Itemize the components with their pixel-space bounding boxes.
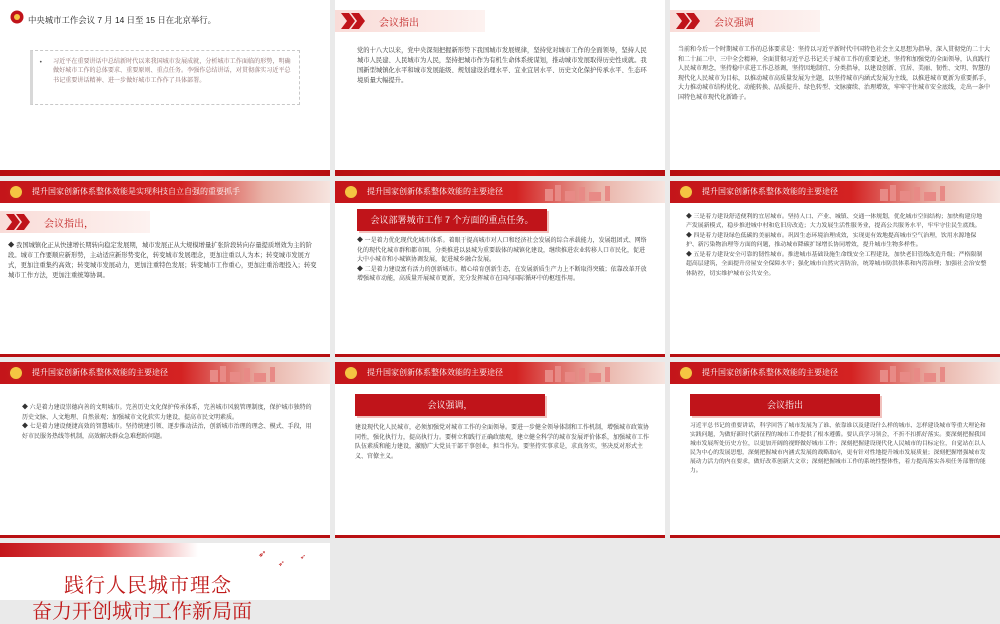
emblem-icon — [678, 184, 694, 200]
skyline-decoration — [200, 364, 320, 382]
slide-1[interactable] — [0, 0, 330, 176]
banner-title: 提升国家创新体系整体效能的主要途径 — [367, 187, 503, 196]
banner-title: 提升国家创新体系整体效能的主要途径 — [702, 187, 838, 196]
slide-7[interactable] — [0, 362, 330, 538]
key-message-box: 会议强调， — [355, 394, 545, 416]
chevron-right-icon — [341, 13, 367, 29]
slide-heading: 中央城市工作会议 7 月 14 日至 15 日在北京举行。 — [28, 15, 216, 25]
bottom-bar — [335, 170, 665, 176]
emblem-icon — [343, 184, 359, 200]
header-banner — [335, 362, 665, 384]
bird-icon: ➶ — [300, 553, 306, 561]
slide-4[interactable] — [0, 181, 330, 357]
section-tag-label: 会议指出， — [44, 219, 94, 230]
skyline-decoration — [535, 183, 655, 201]
cover-top-band — [0, 543, 330, 557]
slide-body-text: 当前和今后一个时期城市工作的总体要求是：坚持以习近平新时代中国特色社会主义思想为指导，深入贯彻党的二十大和二十届二中、三中全会精神，全面贯彻习近平总书记关于城市工作的重要论述，坚持和加强党的全面领导，认真践行人民城市理念，坚持稳中求进工作总基调，坚持因地制宜、分类指导，以建设创新、宜居、美丽、韧性、文明、智慧的现代化人民城市为目标，以推动城市高质量发展为主题，以坚持城市内涵式发展为主线，以推进城市更新为重要抓手，大力推动城市结构优化、动能转换、品质提升、绿色转型、文脉赓续、治理增效，牢牢守住城市安全底线，走出一条中国特色城市现代化新路子。 — [678, 47, 991, 101]
bottom-bar — [0, 354, 330, 357]
cover-subtitle: 奋力开创城市工作新局面 — [32, 601, 252, 623]
banner-title: 提升国家创新体系整体效能的主要途径 — [702, 368, 838, 377]
emblem-icon — [8, 365, 24, 381]
section-tag — [335, 10, 485, 32]
slide-body-text: ◆ 三是着力建设舒适便利的宜居城市。坚持人口、产业、城镇、交通一体规划，优化城市空间结构；加快构建房地产发展新模式，稳步推进城中村和危旧房改造；大力发展生活性服务业，提高公共服务水平，牢牢守住民生底线。 ◆ 四是着力建设绿色低碳的美丽城市。巩固生态环境治理成效，实现更有效地提高城市空气治理，饮用水源地保护、新污染物治理等方面的问题，推动城市降碳扩绿增长协同增效，提升城市生物多样性。 ◆ 五是着力建设安全可靠的韧性城市。推进城市基础设施生命线安全工程建设，加快老旧管线改造升级；严格限制超高层建筑，全面提升房屋安全保障水平；强化城市自然灾害防治，统筹城市防洪体系和内涝治理；加强社会治安整体防控，切实维护城市公共安全。 — [686, 214, 987, 277]
slide-6[interactable] — [670, 181, 1000, 357]
section-tag — [0, 211, 150, 233]
bottom-bar — [335, 354, 665, 357]
slide-body-text: ◆ 我国城镇化正从快速增长期转向稳定发展期，城市发展正从大规模增量扩张阶段转向存量提质增效为主的阶段。城市工作要顺应新形势，主动适应新形势变化，转变城市发展理念，更加注重以人为本；转变城市发展方式，更加注重集约高效；转变城市发展动力，更加注重特色发展；转变城市工作重心，更加注重治理投入；转变城市工作方法，更加注重统筹协调。 — [8, 242, 317, 280]
slide-2[interactable] — [335, 0, 665, 176]
slide-8[interactable] — [335, 362, 665, 538]
bottom-bar — [670, 535, 1000, 538]
banner-title: 提升国家创新体系整体效能的主要途径 — [367, 368, 503, 377]
emblem-icon — [343, 365, 359, 381]
slide-body-text: 党的十八大以来，党中央深刻把握新形势下我国城市发展规律，坚持党对城市工作的全面领导，坚持人民城市人民建、人民城市为人民，坚持把城市作为有机生命体系统谋划，推动城市发展取得历史性成就。我国新型城镇化水平和城市发展能级、规划建设治理水平、宜业宜居水平、历史文化保护传承水平、生态环境质量大幅提升。 — [357, 47, 647, 85]
header-banner — [0, 181, 330, 203]
section-tag-label: 会议指出 — [379, 18, 419, 29]
skyline-decoration — [535, 364, 655, 382]
party-emblem-icon — [10, 10, 24, 24]
section-tag-label: 会议强调 — [714, 18, 754, 29]
bird-icon: ➶ — [278, 559, 285, 568]
bullet-marker: • — [39, 59, 43, 66]
slide-9[interactable] — [670, 362, 1000, 538]
bottom-bar — [670, 170, 1000, 176]
quote-box — [30, 50, 300, 105]
slide-5[interactable] — [335, 181, 665, 357]
cover-title: 践行人民城市理念 — [64, 575, 232, 597]
slide-10-cover[interactable] — [0, 543, 330, 623]
bottom-bar — [670, 354, 1000, 357]
bottom-bar — [335, 535, 665, 538]
bottom-bar — [0, 170, 330, 176]
slide-body-text: ◆ 六是着力建设崇德向善的文明城市。完善历史文化保护传承体系，完善城市风貌管理制度，保护城市独特的历史文脉、人文地理、自然景观；加强城市文化软实力建设，提高市民文明素质。 ◆ 七是着力建设便捷高效的智慧城市。坚持统建引领、逐步推动法治，创新城市治理的理念、模式、手段，用好市民服务热线等机制，高效解决群众急难愁盼问题。 — [22, 405, 312, 440]
key-message-box: 会议指出 — [690, 394, 880, 416]
slide-3[interactable] — [670, 0, 1000, 176]
skyline-decoration — [870, 183, 990, 201]
quote-text: 习近平在重要讲话中总结新时代以来我国城市发展成就，分析城市工作面临的形势，明确做好城市工作的总体要求、重要原则、重点任务。李强作总结讲话，对贯彻落实习近平总书记重要讲话精神、进一步做好城市工作作了具体部署。 — [53, 58, 291, 84]
header-banner — [670, 362, 1000, 384]
chevron-right-icon — [6, 214, 32, 230]
header-banner — [335, 181, 665, 203]
skyline-decoration — [870, 364, 990, 382]
section-tag — [670, 10, 820, 32]
key-message-box: 会议部署城市工作 7 个方面的重点任务。 — [357, 209, 547, 231]
slide-body-text: 习近平总书记的重要讲话，科学回答了城市发展为了谁、依靠谁以及建设什么样的城市、怎样建设城市等重大理论和实践问题，为做好新时代新征程的城市工作提供了根本遵循。要认真学习领会，不折不扣抓好落实。要深刻把握我国城市发展所处历史方位，以更加开阔的视野做好城市工作；深刻把握建设现代化人民城市的目标定位，自觉站在以人民为中心的发展思想，深刻把握城市内涵式发展的战略取向，更有针对性地提升城市发展质量；深刻把握增强城市发展动力活力的内在要求，做好改革创新大文章；深刻把握城市工作的系统性整体性，着力提高落实各项任务部署的能力。 — [690, 423, 986, 474]
slide-body-text: 建设现代化人民城市，必须加强党对城市工作的全面领导。要进一步健全领导体制和工作机制，增强城市政策协同性，强化执行力，提高执行力。要树立和践行正确政绩观，建立健全科学的城市发展评价体系，加强城市工作队伍素质和能力建设，激励广大党员干部干事创业，担当作为。要坚持实事求是，求真务实，坚决反对形式主义、官僚主义。 — [355, 425, 650, 460]
emblem-icon — [8, 184, 24, 200]
emblem-icon — [678, 365, 694, 381]
slide-body-text: ◆ 一是着力优化现代化城市体系。着眼于提高城市对人口和经济社会发展的综合承载能力，发展组团式、网络化的现代化城市群和都市圈，分类推进以县城为重要载体的城镇化建设，继续推进农业转移人口市民化，促进大中小城市和小城镇协调发展，促进城乡融合发展。 ◆ 二是着力建设富有活力的创新城市。精心培育创新生态，在发展新质生产力上不断取得突破；依靠改革开放增强城市动能，高质量开展城市更新，充分发挥城市在国内国际循环中的枢纽作用。 — [357, 238, 647, 283]
banner-title: 提升国家创新体系整体效能是实现科技自立自强的重要抓手 — [32, 187, 240, 196]
banner-title: 提升国家创新体系整体效能的主要途径 — [32, 368, 168, 377]
bottom-bar — [0, 535, 330, 538]
bird-icon: ➶ — [258, 549, 267, 560]
chevron-right-icon — [676, 13, 702, 29]
header-banner — [670, 181, 1000, 203]
header-banner — [0, 362, 330, 384]
